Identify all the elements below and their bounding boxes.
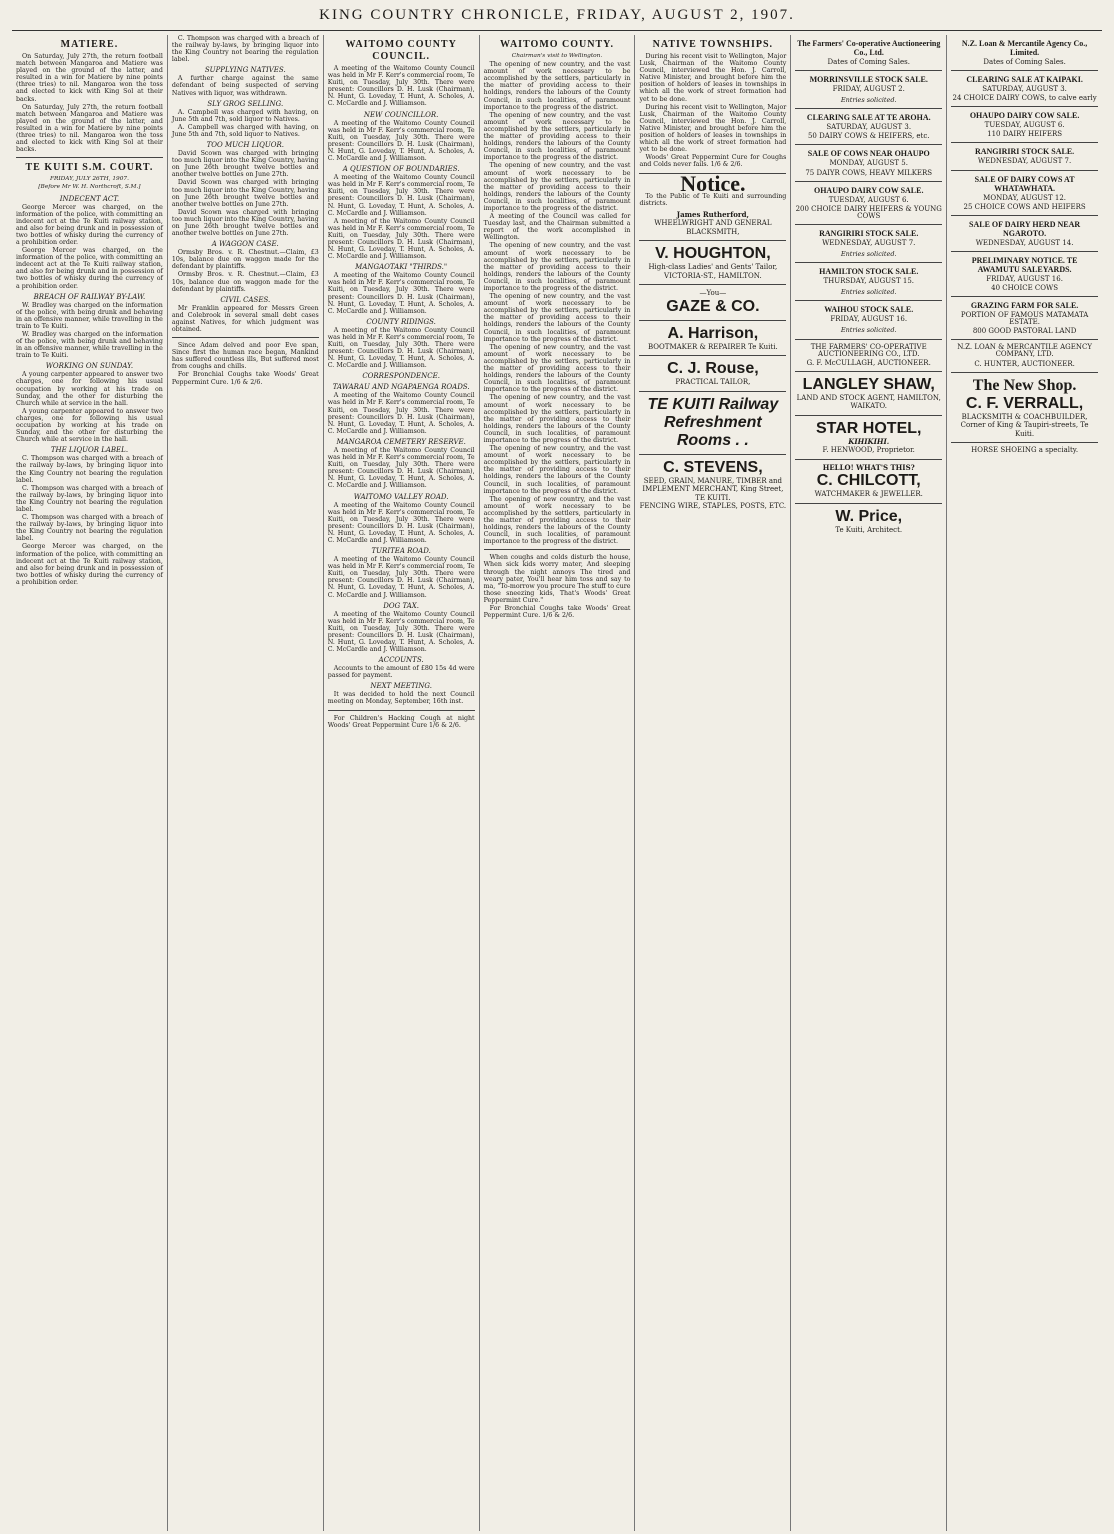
sale-title: SALE OF DAIRY HERD NEAR NGAROTO. xyxy=(969,219,1081,238)
section-heading: ACCOUNTS. xyxy=(378,656,424,665)
advert-sub: —You— xyxy=(699,289,727,298)
article-title-townships: NATIVE TOWNSHIPS. xyxy=(652,39,774,50)
article-text: A meeting of the Council was called for Tuesday last, and the Chairman submitted a report of the work accomplished in Wellington. xyxy=(483,213,631,242)
poem: Since Adam delved and poor Eve span, Since first the human race began, Mankind has suffered countless ills, But suffered most from coughs and chills. xyxy=(171,342,319,371)
divider xyxy=(639,320,786,321)
divider xyxy=(639,355,786,356)
article-text: A. Campbell was charged with having, on June 5th and 7th, sold liquor to Natives. xyxy=(171,123,319,138)
divider xyxy=(951,142,1098,143)
sale-lot: 200 CHOICE DAIRY HEIFERS & YOUNG COWS xyxy=(795,204,942,220)
advert-sub: High-class Ladies' and Gents' Tailor, VICTORIA-ST., HAMILTON. xyxy=(648,263,778,280)
section-heading: TURITEA ROAD. xyxy=(371,547,431,556)
section-heading: TAWARAU AND NGAPAENGA ROADS. xyxy=(332,383,470,392)
column-3 xyxy=(324,35,480,1531)
sale-note: Entries solicited. xyxy=(840,288,897,297)
sale-lot: 40 CHOICE COWS xyxy=(991,283,1059,292)
divider xyxy=(795,224,942,225)
divider xyxy=(328,710,475,711)
article-text: C. Thompson was charged with a breach of the railway by-laws, by bringing liquor into the King Country not bearing the regulation label. xyxy=(171,35,319,64)
article-text: A meeting of the Waitomo County Council was held in Mr F. Kerr's commercial room, Te Kuiti, on Tuesday, July 30th. There were present: Councillors D. H. Lusk (Chairman), N. Hunt, G. Loveday, T. Hunt, A. Scholes, A. C. McCardle and J. Williamson. xyxy=(327,501,475,544)
article-text: On Saturday, July 27th, the return football match between Mangaroa and Matiere was played on the ground of the latter, and resulted in a win for Matiere by nine points (three tries) to nil. Mangaroa won the toss and elected to kick with King Sol at their backs. xyxy=(16,53,163,103)
divider xyxy=(795,339,942,340)
advert-sub: BLACKSMITH & COACHBUILDER, Corner of King & Taupiri-streets, Te Kuiti. xyxy=(960,412,1089,438)
advert-chilcott xyxy=(795,464,942,499)
advert-name: C. STEVENS, xyxy=(663,458,763,476)
sale-lot: 75 DAIYR COWS, HEAVY MILKERS xyxy=(805,168,933,177)
auction-company: The Farmers' Co-operative Auctioneering Co., Ltd. xyxy=(797,39,941,57)
auction-footer: THE FARMERS' CO-OPERATIVE AUCTIONEERING CO., LTD. xyxy=(810,342,927,358)
section-heading: SLY GROG SELLING. xyxy=(207,99,284,108)
article-text: A further charge against the same defendant of being suspected of serving Natives with liquor, was withdrawn. xyxy=(171,75,319,97)
article-text: A. Campbell was charged with having, on June 5th and 7th, sold liquor to Natives. xyxy=(171,108,319,123)
divider xyxy=(484,549,631,550)
article-text: It was decided to hold the next Council meeting on Monday, September, 16th inst. xyxy=(327,691,475,706)
dates-heading: Dates of Coming Sales. xyxy=(983,58,1066,66)
divider xyxy=(951,442,1098,443)
sale-title: CLEARING SALE AT KAIPAKI. xyxy=(966,75,1083,85)
article-text: George Mercer was charged, on the information of the police, with committing an indecent act at the Te Kuiti railway station, and also for being drunk and in possession of two bottles of whisky during the currency of a prohibition order. xyxy=(16,543,163,586)
court-magistrate: [Before Mr W. H. Northcroft, S.M.] xyxy=(38,184,141,191)
section-heading: A WAGGON CASE. xyxy=(211,240,279,249)
article-text: David Scown was charged with bringing too much liquor into the King Country, having on June 26th brought twelve bottles and another twelve bottles on June 27th. xyxy=(171,208,319,238)
article-text: A meeting of the Waitomo County Council was held in Mr F. Kerr's commercial room, Te Kuiti, on Tuesday, July 30th. There were present: Councillors D. H. Lusk (Chairman), N. Hunt, G. Loveday, T. Hunt, A. Scholes, A. C. McCardle and J. Williamson. xyxy=(327,65,475,108)
column-6 xyxy=(791,35,947,1531)
advert-rutherford xyxy=(639,211,786,237)
sale-title: RANGIRIRI STOCK SALE. xyxy=(819,228,919,238)
column-5 xyxy=(635,35,791,1531)
sale-date: THURSDAY, AUGUST 15. xyxy=(823,277,914,286)
article-text: During his recent visit to Wellington, Major Lusk, Chairman of the Waitomo County Council, interviewed the Hon. J. Carroll, Native Minister, and brought before him the position of holders of leases in townships in which all the work of street formation had yet to be done. xyxy=(639,103,787,154)
sale-date: FRIDAY, AUGUST 16. xyxy=(830,315,908,324)
sale-note: Entries solicited. xyxy=(840,250,897,259)
article-title-waitomo: WAITOMO COUNTY. xyxy=(500,39,614,50)
section-heading: WORKING ON SUNDAY. xyxy=(45,362,134,371)
divider xyxy=(795,70,942,71)
advert-shaw xyxy=(795,376,942,411)
sale-date: FRIDAY, AUGUST 2. xyxy=(832,85,905,94)
article-text: A meeting of the Waitomo County Council was held in Mr F. Kerr's commercial room, Te Kuiti, on Tuesday, July 30th. There were present: Councillors D. H. Lusk (Chairman), N. Hunt, G. Loveday, T. Hunt, A. Scholes, A. C. McCardle and J. Williamson. xyxy=(327,217,475,261)
notice-heading: Notice. xyxy=(680,170,746,196)
advert-sub: HELLO! WHAT'S THIS? xyxy=(822,462,915,472)
article-text: The opening of new country, and the vast amount of work necessary to be accomplished by the settlers, particularly in the matter of providing access to their holdings, renders the labours of the County Council, in such localities, of paramount importance to the progress of the district. xyxy=(483,111,631,162)
sale-lot: 110 DAIRY HEIFERS xyxy=(987,130,1063,139)
article-text: A meeting of the Waitomo County Council was held in Mr F. Kerr's commercial room, Te Kuiti, on Tuesday, July 30th. There were present: Councillors D. H. Lusk (Chairman), N. Hunt, G. Loveday, T. Hunt, A. Scholes, A. C. McCardle and J. Williamson. xyxy=(327,272,475,315)
section-heading: COUNTY RIDINGS. xyxy=(366,317,436,326)
advert-woods: For Bronchial Coughs take Woods' Great Peppermint Cure. 1/6 & 2/6. xyxy=(171,371,319,386)
article-text: David Scown was charged with bringing too much liquor into the King Country, having on June 26th brought twelve bottles and another twelve bottles on June 27th. xyxy=(171,179,319,208)
sale-title: OHAUPO DAIRY COW SALE. xyxy=(813,185,924,195)
advert-new-shop xyxy=(951,377,1098,439)
sale-date: SATURDAY, AUGUST 3. xyxy=(982,85,1067,94)
article-text: W. Bradley was charged on the information of the police, with being drunk and behaving in an offensive manner, while travelling in the train to Te Kuiti. xyxy=(16,331,163,360)
divider xyxy=(795,415,942,416)
section-heading: BREACH OF RAILWAY BY-LAW. xyxy=(33,292,146,301)
auction-company: N.Z. Loan & Mercantile Agency Co., Limited. xyxy=(961,39,1088,57)
article-text: A meeting of the Waitomo County Council was held in Mr F. Kerr's commercial room, Te Kuiti, on Tuesday, July 30th. There were present: Councillors D. H. Lusk (Chairman), N. Hunt, G. Loveday, T. Hunt, A. Scholes, A. C. McCardle and J. Williamson. xyxy=(327,119,475,163)
advert-harrison xyxy=(639,325,786,352)
advert-refreshment xyxy=(639,396,786,450)
advert-houghton xyxy=(639,245,786,280)
sale-title: GRAZING FARM FOR SALE. xyxy=(970,301,1079,311)
advert-name: A. Harrison, xyxy=(667,324,759,342)
article-text: C. Thompson was charged with a breach of the railway by-laws, by bringing liquor into the King Country not bearing the regulation label. xyxy=(16,455,163,484)
article-text: On Saturday, July 27th, the return football match between Mangaroa and Matiere was played on the ground of the latter, and resulted in a win for Matiere by nine points (three tries) to nil. Mangaroa won the toss and elected to kick with King Sol at their backs. xyxy=(16,103,163,154)
advert-sub: BOOTMAKER & REPAIRER Te Kuiti. xyxy=(648,342,778,351)
advert-stevens xyxy=(639,459,786,511)
article-text: George Mercer was charged, on the information of the police, with committing an indecent act at the Te Kuiti railway station, and also for being drunk and in possession of two bottles of whisky during the currency of a prohibition order. xyxy=(16,247,163,290)
sale-date: WEDNESDAY, AUGUST 14. xyxy=(975,238,1074,247)
section-heading: NEW COUNCILLOR. xyxy=(363,110,439,119)
article-text: David Scown was charged with bringing too much liquor into the King Country, having on June 26th brought twelve bottles and another twelve bottles on June 27th. xyxy=(171,150,319,179)
sale-lot: 50 DAIRY COWS & HEIFERS, etc. xyxy=(807,132,930,141)
column-2 xyxy=(168,35,324,1531)
article-text: The opening of new country, and the vast amount of work necessary to be accomplished by the settlers, particularly in the matter of providing access to their holdings, renders the labours of the County Council, in such localities, of paramount importance to the progress of the district. xyxy=(483,343,631,394)
sale-title: SALE OF COWS NEAR OHAUPO xyxy=(807,149,930,159)
article-text: A meeting of the Waitomo County Council was held in Mr F. Kerr's commercial room, Te Kuiti, on Tuesday, July 30th. There were present: Councillors D. H. Lusk (Chairman), N. Hunt, G. Loveday, T. Hunt, A. Scholes, A. C. McCardle and J. Williamson. xyxy=(327,556,475,599)
divider xyxy=(951,106,1098,107)
advert-woods: For Bronchial Coughs take Woods' Great Peppermint Cure. 1/6 & 2/6. xyxy=(483,605,631,620)
divider xyxy=(795,181,942,182)
divider xyxy=(639,240,786,241)
section-heading: TOO MUCH LIQUOR. xyxy=(206,141,284,150)
column-4 xyxy=(480,35,636,1531)
section-heading: A QUESTION OF BOUNDARIES. xyxy=(342,165,460,174)
auctioneer: G. F. McCULLAGH, AUCTIONEER. xyxy=(806,358,931,367)
sale-date: MONDAY, AUGUST 5. xyxy=(829,159,908,168)
advert-name: W. Price, xyxy=(835,507,903,525)
advert-sub: FENCING WIRE, STAPLES, POSTS, ETC. xyxy=(639,502,787,511)
advert-sub: SEED, GRAIN, MANURE, TIMBER and IMPLEMENT MERCHANT, King Street, TE KUITI. xyxy=(642,476,784,502)
advert-rouse xyxy=(639,360,786,387)
sale-date: WEDNESDAY, AUGUST 7. xyxy=(822,238,916,247)
section-heading: INDECENT ACT. xyxy=(59,194,120,203)
advert-woods: For Children's Hacking Cough at night Woods' Great Peppermint Cure 1/6 & 2/6. xyxy=(327,714,475,729)
article-text: The opening of new country, and the vast amount of work necessary to be accomplished by the settlers, particularly in the matter of providing access to their holdings, renders the labours of the County Council, in such localities, of paramount importance to the progress of the district. xyxy=(483,242,631,292)
divider xyxy=(795,262,942,263)
sale-date: SATURDAY, AUGUST 3. xyxy=(826,123,912,132)
advert-name: TE KUITI Railway Refreshment Rooms . . xyxy=(647,395,779,449)
advert-price xyxy=(795,508,942,535)
divider xyxy=(16,157,163,158)
divider xyxy=(639,454,786,455)
advert-sub: Te Kuiti, Architect. xyxy=(835,525,903,534)
divider xyxy=(951,70,1098,71)
advert-sub: LAND AND STOCK AGENT, HAMILTON, WAIKATO. xyxy=(796,393,941,411)
advert-gaze xyxy=(639,289,786,316)
section-heading: DOG TAX. xyxy=(383,601,419,610)
advert-name: V. HOUGHTON, xyxy=(655,245,771,263)
article-text: George Mercer was charged, on the information of the police, with committing an indecent act at the Te Kuiti railway station, and also for being drunk and in possession of two bottles of whisky during the currency of a prohibition order. xyxy=(16,203,163,246)
section-heading: WAITOMO VALLEY ROAD. xyxy=(353,492,449,501)
court-date: FRIDAY, JULY 26TH, 1907. xyxy=(49,176,129,183)
sale-lot: 24 CHOICE DAIRY COWS, to calve early xyxy=(952,94,1097,103)
article-text: The opening of new country, and the vast amount of work necessary to be accomplished by the settlers, particularly in the matter of providing access to their holdings, renders the labours of the County Council, in such localities, of paramount importance to the progress of the district. xyxy=(483,445,631,495)
auctioneer: C. HUNTER, AUCTIONEER. xyxy=(974,359,1075,368)
article-text: A meeting of the Waitomo County Council was held in Mr F. Kerr's commercial room, Te Kuiti, on Tuesday, July 30th. There were present: Councillors D. H. Lusk (Chairman), N. Hunt, G. Loveday, T. Hunt, A. Scholes, A. C. McCardle and J. Williamson. xyxy=(327,174,475,217)
article-text: W. Bradley was charged on the information of the police, with being drunk and behaving in an offensive manner, while travelling in the train to Te Kuiti. xyxy=(16,301,163,330)
auction-footer: N.Z. LOAN & MERCANTILE AGENCY COMPANY, LTD. xyxy=(957,343,1092,359)
sale-date: MONDAY, AUGUST 12. xyxy=(983,193,1067,202)
section-heading: NEXT MEETING. xyxy=(370,682,432,691)
section-heading: SUPPLYING NATIVES. xyxy=(204,66,286,75)
article-text: Ormsby Bros. v. R. Chestnut.—Claim, £3 10s, balance due on waggon made for the defendant by plaintiffs. xyxy=(171,249,319,271)
article-text: Accounts to the amount of £80 15s 4d were passed for payment. xyxy=(327,665,475,680)
article-text: A meeting of the Waitomo County Council was held in Mr F. Kerr's commercial room, Te Kuiti, on Tuesday, July 30th. There were present: Councillors D. H. Lusk (Chairman), N. Hunt, G. Loveday, T. Hunt, A. Scholes, A. C. McCardle and J. Williamson. xyxy=(327,392,475,435)
divider xyxy=(951,170,1098,171)
article-title-matiere: MATIERE. xyxy=(60,39,119,50)
sale-note: Entries solicited. xyxy=(840,326,897,335)
masthead: KING COUNTRY CHRONICLE, FRIDAY, AUGUST 2, 1907. xyxy=(12,0,1102,31)
notice-text: To the Public of Te Kuiti and surrounding districts. xyxy=(639,192,787,207)
sale-title: RANGIRIRI STOCK SALE. xyxy=(974,147,1075,157)
advert-sub: KIHIKIHI. xyxy=(848,436,890,446)
divider xyxy=(951,296,1098,297)
sale-title: PRELIMINARY NOTICE. TE AWAMUTU SALEYARDS. xyxy=(971,255,1078,274)
divider xyxy=(795,503,942,504)
article-text: The opening of new country, and the vast amount of work necessary to be accomplished by the settlers, particularly in the matter of providing access to their holdings, renders the labours of the County Council, in such localities, of paramount importance to the progress of the district. xyxy=(483,61,631,111)
article-text: C. Thompson was charged with a breach of the railway by-laws, by bringing liquor into the King Country not bearing the regulation label. xyxy=(16,484,163,513)
article-text: The opening of new country, and the vast amount of work necessary to be accomplished by the settlers, particularly in the matter of providing access to their holdings, renders the labours of the County Council, in such localities, of paramount importance to the progress of the district. xyxy=(483,293,631,343)
article-text: The opening of new country, and the vast amount of work necessary to be accomplished by the settlers, particularly in the matter of providing access to their holdings, renders the labours of the County Council, in such localities, of paramount importance to the progress of the district. xyxy=(483,495,631,546)
article-text: C. Thompson was charged with a breach of the railway by-laws, by bringing liquor into the King Country not bearing the regulation label. xyxy=(16,514,163,543)
advert-sub: PRACTICAL TAILOR, xyxy=(675,378,751,387)
sale-date: TUESDAY, AUGUST 6. xyxy=(984,121,1065,130)
section-heading: CIVIL CASES. xyxy=(220,295,271,304)
section-heading: CORRESPONDENCE. xyxy=(362,372,440,381)
article-subtitle: Chairman's visit to Wellington. xyxy=(511,53,603,59)
article-text: Mr Franklin appeared for Messrs Green and Colebrook in several small debt cases against Natives, for which judgment was obtained. xyxy=(171,304,319,333)
columns xyxy=(12,35,1102,1531)
sale-subtitle: PORTION OF FAMOUS MATAMATA ESTATE. xyxy=(960,311,1089,327)
sale-title: WAIHOU STOCK SALE. xyxy=(824,305,914,315)
article-title-court: TE KUITI S.M. COURT. xyxy=(25,162,154,174)
article-text: A meeting of the Waitomo County Council was held in Mr F. Kerr's commercial room, Te Kuiti, on Tuesday, July 30th. There were present: Councillors D. H. Lusk (Chairman), N. Hunt, G. Loveday, T. Hunt, A. Scholes, A. C. McCardle and J. Williamson. xyxy=(327,446,475,490)
divider xyxy=(951,372,1098,373)
article-text: Ormsby Bros. v. R. Chestnut.—Claim, £3 10s, balance due on waggon made for the defendant by plaintiffs. xyxy=(171,271,319,293)
sale-title: SALE OF DAIRY COWS AT WHATAWHATA. xyxy=(974,174,1075,193)
divider xyxy=(795,459,942,460)
sale-title: OHAUPO DAIRY COW SALE. xyxy=(969,111,1080,121)
article-text: A young carpenter appeared to answer two charges, one for following his usual occupation by working at his trade on Sunday, and the other for disturbing the Church while at service in the hall. xyxy=(16,407,163,444)
divider xyxy=(951,251,1098,252)
advert-name: C. J. Rouse, xyxy=(667,360,759,378)
article-text: The opening of new country, and the vast amount of work necessary to be accomplished by the settlers, particularly in the matter of providing access to their holdings, renders the labours of the County Council, in such localities, of paramount importance to the progress of the district. xyxy=(483,394,631,444)
article-text: The opening of new country, and the vast amount of work necessary to be accomplished by the settlers, particularly in the matter of providing access to their holdings, renders the labours of the County Council, in such localities, of paramount importance to the progress of the district. xyxy=(483,162,631,212)
section-heading: THE LIQUOR LABEL. xyxy=(50,446,129,455)
divider xyxy=(951,215,1098,216)
advert-name: C. CHILCOTT, xyxy=(816,472,921,490)
sale-title: HAMILTON STOCK SALE. xyxy=(819,267,919,277)
divider xyxy=(795,371,942,372)
article-text: During his recent visit to Wellington, Major Lusk, Chairman of the Waitomo County Council, interviewed the Hon. J. Carroll, Native Minister, and brought before him the position of holders of leases in townships in which all the work of street formation had yet to be done. xyxy=(639,53,787,103)
sale-date: WEDNESDAY, AUGUST 7. xyxy=(977,157,1072,166)
sale-lot: 25 CHOICE COWS AND HEIFERS xyxy=(963,202,1086,211)
divider xyxy=(172,337,319,338)
divider xyxy=(639,391,786,392)
article-text: Woods' Great Peppermint Cure for Coughs and Colds never fails. 1/6 & 2/6. xyxy=(639,154,787,169)
article-text: A meeting of the Waitomo County Council was held in Mr F. Kerr's commercial room, Te Kuiti, on Tuesday, July 30th. There were present: Councillors D. H. Lusk (Chairman), N. Hunt, G. Loveday, T. Hunt, A. Scholes, A. C. McCardle and J. Williamson. xyxy=(327,610,475,654)
divider xyxy=(795,300,942,301)
dates-heading: Dates of Coming Sales. xyxy=(827,58,910,66)
advert-name: STAR HOTEL, xyxy=(815,419,922,437)
advert-name: James Rutherford, xyxy=(676,209,749,219)
divider xyxy=(795,144,942,145)
advert-name: GAZE & CO. xyxy=(666,297,760,315)
advert-sub: F. HENWOOD, Proprietor. xyxy=(822,446,915,455)
article-text: A young carpenter appeared to answer two charges, one for following his usual occupation by working at his trade on Sunday, and the other for disturbing the Church while at service in the hall. xyxy=(16,371,163,407)
sale-note: Entries solicited. xyxy=(840,96,897,105)
sale-date: TUESDAY, AUGUST 6. xyxy=(828,195,909,204)
divider xyxy=(639,284,786,285)
divider xyxy=(795,108,942,109)
sale-date: FRIDAY, AUGUST 16. xyxy=(986,274,1063,283)
sale-title: MORRINSVILLE STOCK SALE. xyxy=(809,75,928,85)
advert-sub: WATCHMAKER & JEWELLER. xyxy=(814,490,923,499)
column-1 xyxy=(12,35,168,1531)
advert-name: C. F. VERRALL, xyxy=(965,394,1084,412)
advert-star-hotel xyxy=(795,420,942,455)
advert-name: The New Shop. xyxy=(972,376,1077,394)
advert-name: LANGLEY SHAW, xyxy=(802,375,935,393)
section-heading: MANGAROA CEMETERY RESERVE. xyxy=(336,437,466,446)
article-text: A meeting of the Waitomo County Council was held in Mr F. Kerr's commercial room, Te Kuiti, on Tuesday, July 30th. There were present: Councillors D. H. Lusk (Chairman), N. Hunt, G. Loveday, T. Hunt, A. Scholes, A. C. McCardle and J. Williamson. xyxy=(327,326,475,370)
sale-lot: 800 GOOD PASTORAL LAND xyxy=(972,327,1077,336)
column-7 xyxy=(947,35,1102,1531)
sale-title: CLEARING SALE AT TE AROHA. xyxy=(806,113,931,123)
article-title-council: WAITOMO COUNTY COUNCIL. xyxy=(345,39,457,62)
poem: When coughs and colds disturb the house, When sick kids worry mater, And sleeping through the night annoys The tired and weary pater, You'll hear him toss and say to ma, "To-morrow you procure The stuff to cure those sneezing kids, That's Woods' Great Peppermint Cure." xyxy=(483,554,631,604)
divider xyxy=(951,339,1098,340)
advert-sub: HORSE SHOEING a specialty. xyxy=(971,446,1079,455)
advert-sub: WHEELWRIGHT AND GENERAL BLACKSMITH, xyxy=(654,219,772,236)
section-heading: MANGAOTAKI "THIRDS." xyxy=(355,263,448,272)
